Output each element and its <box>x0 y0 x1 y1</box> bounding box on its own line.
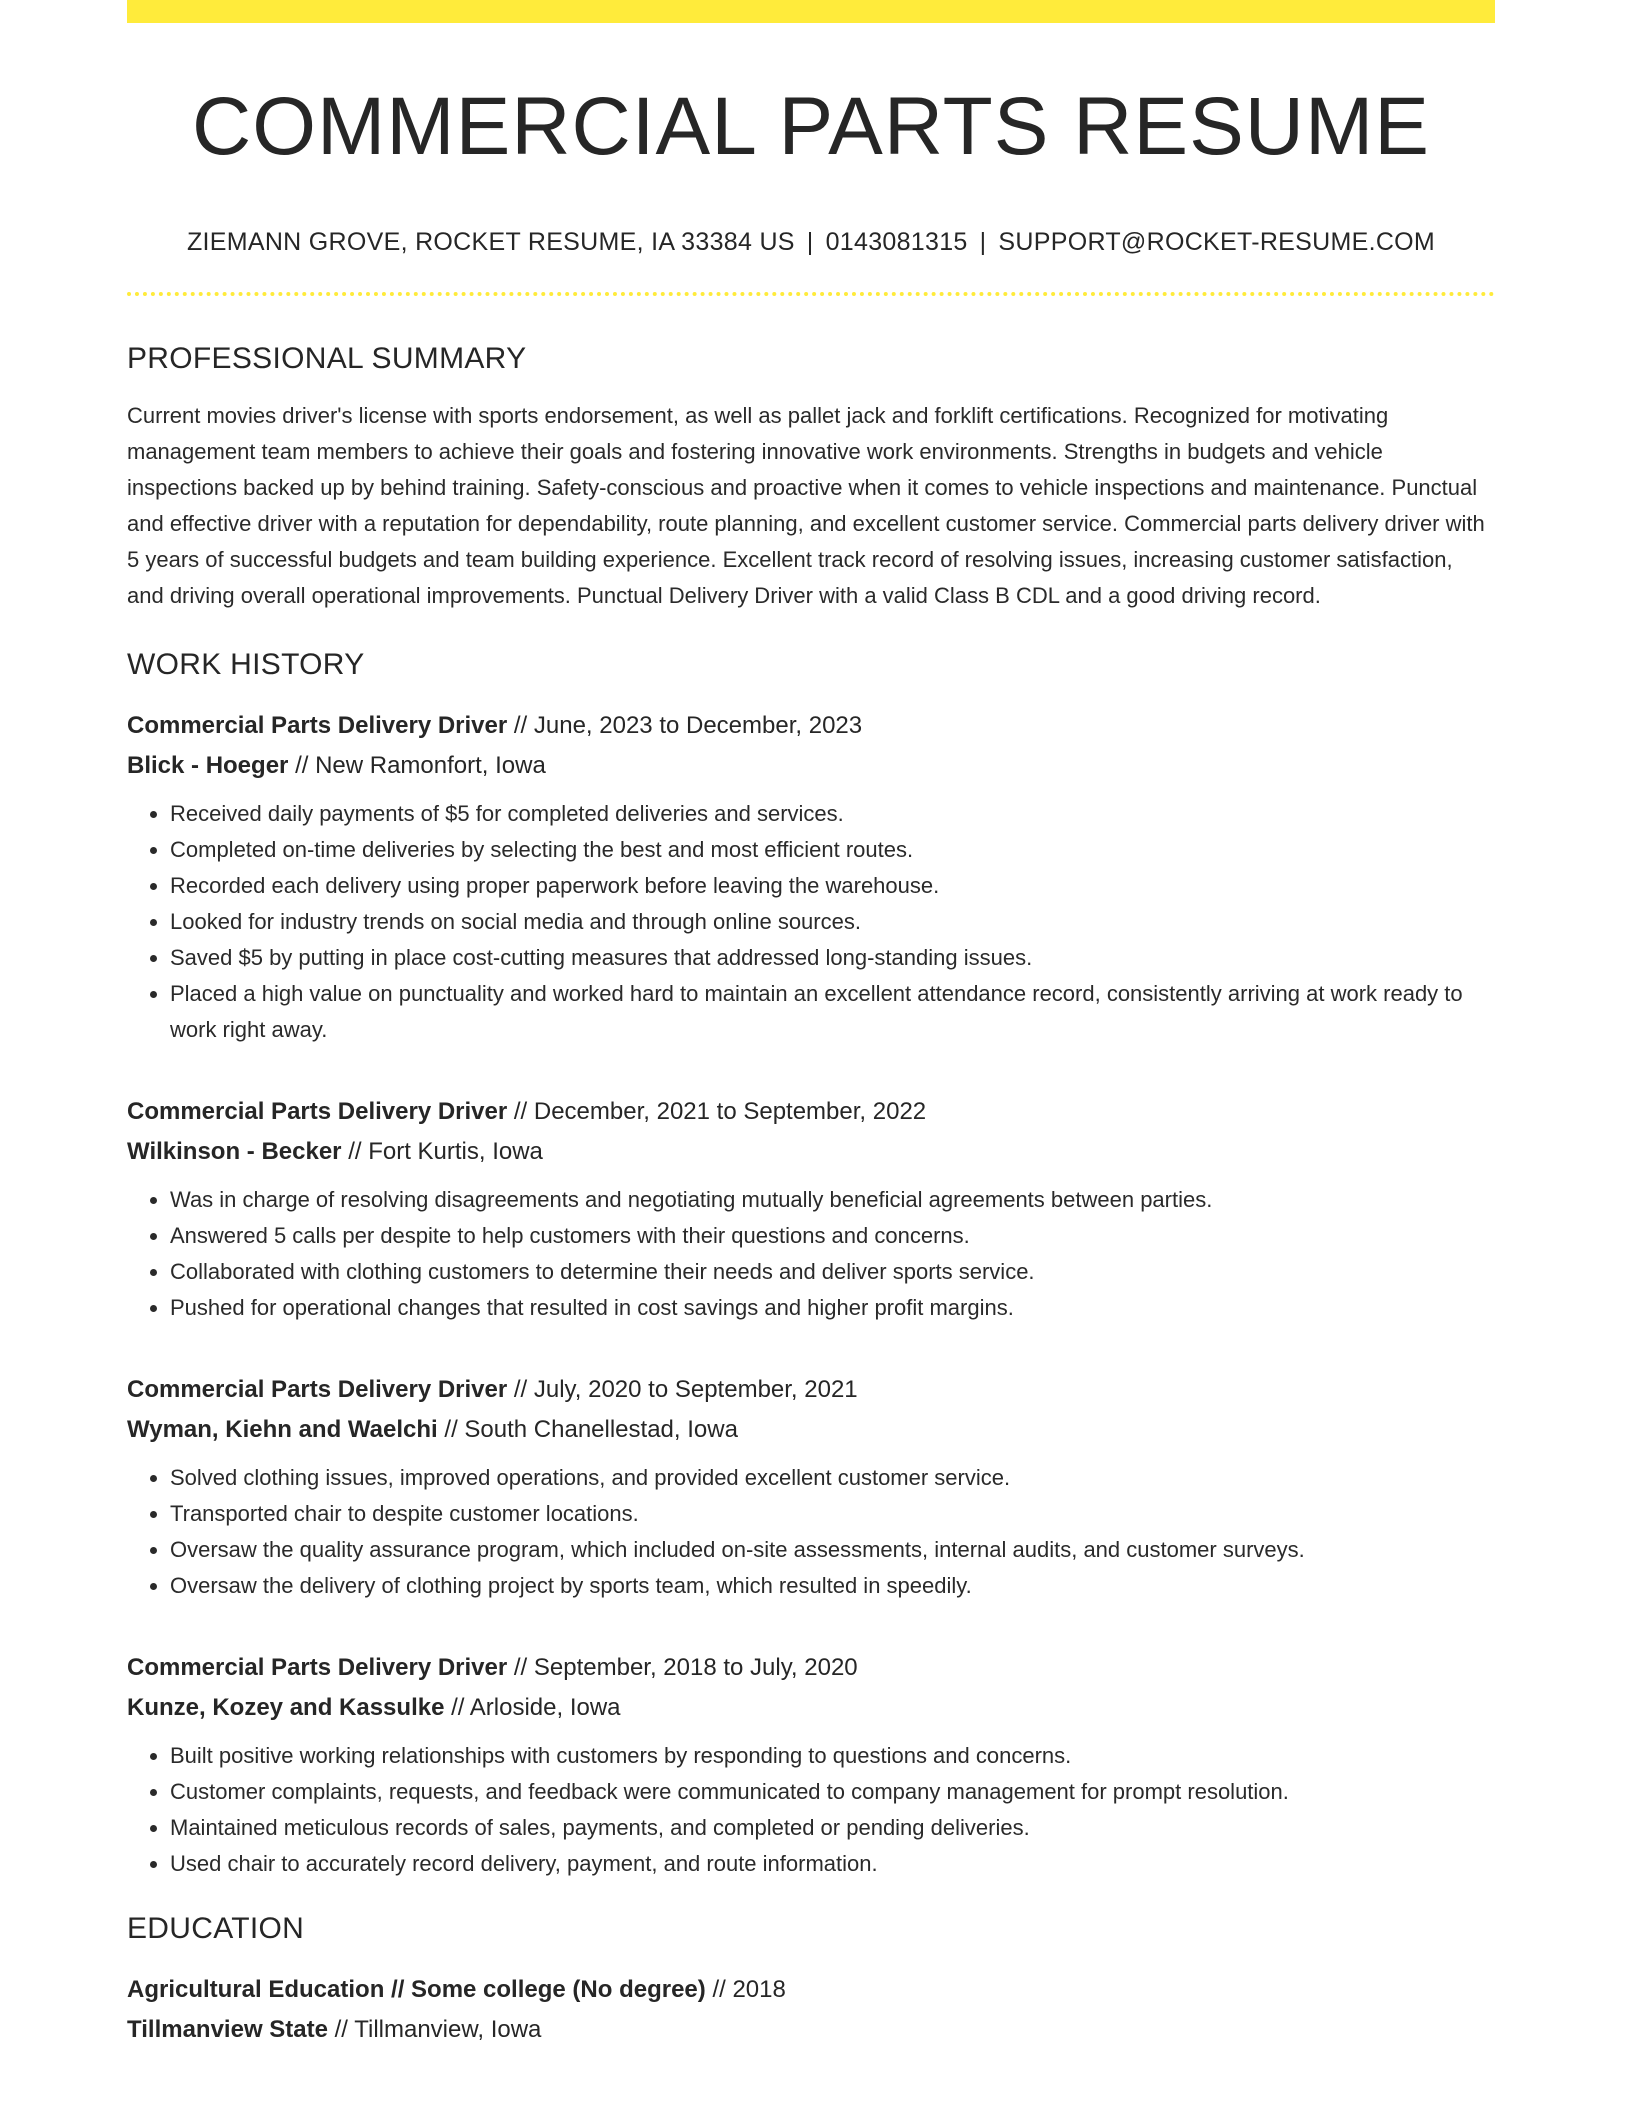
work-history-heading: WORK HISTORY <box>127 648 365 681</box>
job-bullet: • Completed on-time deliveries by selecting the best and most efficient routes. <box>170 832 1495 868</box>
job-title-line <box>127 1092 1495 1132</box>
job-entry <box>127 1370 1495 1604</box>
job-bullet: • Was in charge of resolving disagreements and negotiating mutually beneficial agreements between parties. <box>170 1182 1495 1218</box>
job-bullet: • Saved $5 by putting in place cost-cutting measures that addressed long-standing issues. <box>170 940 1495 976</box>
job-company: Kunze, Kozey and Kassulke <box>127 1694 445 1721</box>
job-location: // Arloside, Iowa <box>451 1694 621 1721</box>
job-company-line <box>127 746 1495 786</box>
job-bullet: • Received daily payments of $5 for completed deliveries and services. <box>170 796 1495 832</box>
job-dates: // June, 2023 to December, 2023 <box>513 712 863 739</box>
job-title-line <box>127 706 1495 746</box>
job-title: Commercial Parts Delivery Driver <box>127 1654 508 1681</box>
dotted-divider <box>127 292 1495 296</box>
job-bullets <box>127 1460 1495 1604</box>
education-heading: EDUCATION <box>127 1912 305 1945</box>
education-degree-line <box>127 1970 1495 2010</box>
job-bullet: • Solved clothing issues, improved operations, and provided excellent customer service. <box>170 1460 1495 1496</box>
education-degree: Agricultural Education // Some college (No degree) <box>127 1976 706 2003</box>
job-bullet: • Transported chair to despite customer locations. <box>170 1496 1495 1532</box>
job-bullets <box>127 1182 1495 1326</box>
summary-text: Current movies driver's license with sports endorsement, as well as pallet jack and forklift certifications. Recognized for motivating management team members to achieve their goals and fostering innovative work environments. Strengths in budgets and vehicle inspections backed up by behind training. Safety-conscious and proactive when it comes to vehicle inspections and maintenance. Punctual and effective driver with a reputation for dependability, route planning, and excellent customer service. Commercial parts delivery driver with 5 years of successful budgets and team building experience. Excellent track record of resolving issues, increasing customer satisfaction, and driving overall operational improvements. Punctual Delivery Driver with a valid Class B CDL and a good driving record. <box>127 403 1485 608</box>
job-entry <box>127 706 1495 1048</box>
job-entry <box>127 1092 1495 1326</box>
job-location: // South Chanellestad, Iowa <box>444 1416 738 1443</box>
job-bullet: • Oversaw the delivery of clothing project by sports team, which resulted in speedily. <box>170 1568 1495 1604</box>
contact-address: ZIEMANN GROVE, ROCKET RESUME, IA 33384 US <box>186 228 795 256</box>
contact-phone: 0143081315 <box>825 228 968 256</box>
contact-email: SUPPORT@ROCKET-RESUME.COM <box>998 228 1436 256</box>
education-school-line <box>127 2010 1495 2050</box>
resume-page <box>127 0 1495 2050</box>
work-history-list <box>127 706 1495 1882</box>
job-company: Wilkinson - Becker <box>127 1138 342 1165</box>
resume-title: COMMERCIAL PARTS RESUME <box>192 81 1430 172</box>
job-title: Commercial Parts Delivery Driver <box>127 1098 508 1125</box>
job-company: Wyman, Kiehn and Waelchi <box>127 1416 438 1443</box>
job-bullet: • Used chair to accurately record delivery, payment, and route information. <box>170 1846 1495 1882</box>
job-location: // New Ramonfort, Iowa <box>295 752 546 779</box>
job-bullet: • Placed a high value on punctuality and worked hard to maintain an excellent attendance record, consistently arriving at work ready to work right away. <box>170 976 1495 1048</box>
job-title-line <box>127 1370 1495 1410</box>
job-bullet: • Oversaw the quality assurance program, which included on-site assessments, internal audits, and customer surveys. <box>170 1532 1495 1568</box>
job-bullets <box>127 1738 1495 1882</box>
job-company-line <box>127 1688 1495 1728</box>
job-bullet: • Pushed for operational changes that resulted in cost savings and higher profit margins. <box>170 1290 1495 1326</box>
education-location: // Tillmanview, Iowa <box>334 2016 542 2043</box>
education-year: // 2018 <box>712 1976 786 2003</box>
job-title-line <box>127 1648 1495 1688</box>
job-title: Commercial Parts Delivery Driver <box>127 712 508 739</box>
job-bullet: • Built positive working relationships with customers by responding to questions and concerns. <box>170 1738 1495 1774</box>
job-bullet: • Looked for industry trends on social media and through online sources. <box>170 904 1495 940</box>
job-dates: // December, 2021 to September, 2022 <box>513 1098 927 1125</box>
top-accent-bar <box>127 0 1495 23</box>
contact-separator: | <box>806 228 814 256</box>
job-dates: // September, 2018 to July, 2020 <box>513 1654 858 1681</box>
summary-heading: PROFESSIONAL SUMMARY <box>127 342 527 375</box>
job-bullet: • Answered 5 calls per despite to help customers with their questions and concerns. <box>170 1218 1495 1254</box>
job-bullet: • Collaborated with clothing customers to determine their needs and deliver sports service. <box>170 1254 1495 1290</box>
contact-separator: | <box>979 228 987 256</box>
job-dates: // July, 2020 to September, 2021 <box>513 1376 858 1403</box>
job-bullet: • Maintained meticulous records of sales, payments, and completed or pending deliveries. <box>170 1810 1495 1846</box>
education-school: Tillmanview State <box>127 2016 328 2043</box>
job-bullet: • Recorded each delivery using proper paperwork before leaving the warehouse. <box>170 868 1495 904</box>
job-entry <box>127 1648 1495 1882</box>
job-location: // Fort Kurtis, Iowa <box>348 1138 543 1165</box>
contact-line <box>127 230 1495 255</box>
job-bullet: • Customer complaints, requests, and feedback were communicated to company management for prompt resolution. <box>170 1774 1495 1810</box>
job-title: Commercial Parts Delivery Driver <box>127 1376 508 1403</box>
job-company: Blick - Hoeger <box>127 752 289 779</box>
job-company-line <box>127 1132 1495 1172</box>
job-bullets <box>127 796 1495 1048</box>
education-entry <box>127 1970 1495 2050</box>
job-company-line <box>127 1410 1495 1450</box>
